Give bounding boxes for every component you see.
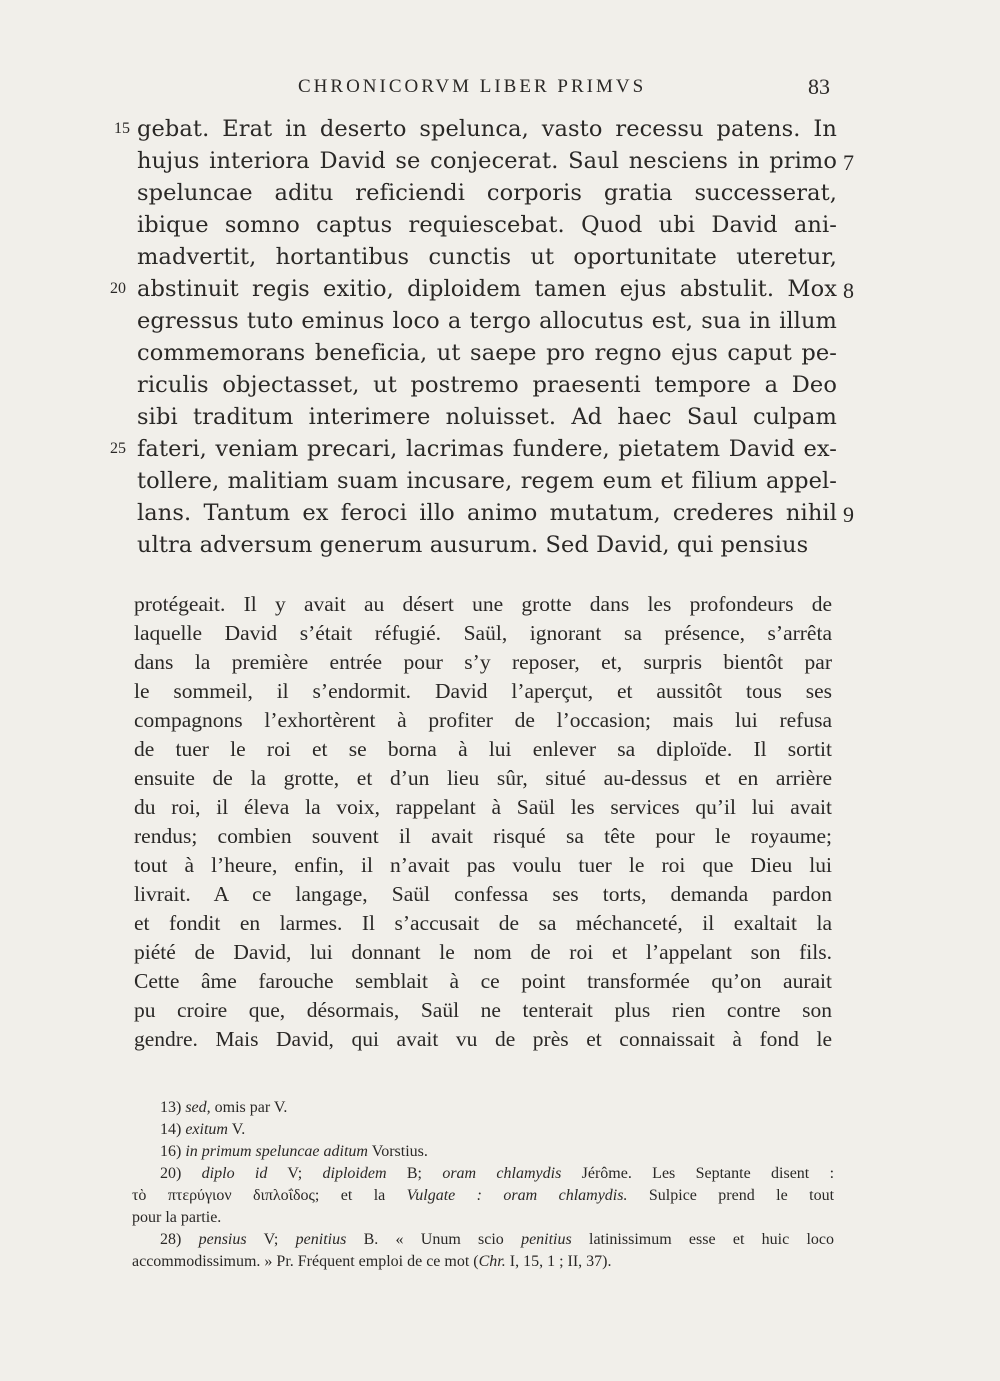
footnote-text: latinissimum esse et huic loco: [571, 1231, 835, 1248]
footnote-lemma: Vulgate : oram chlamydis.: [406, 1187, 628, 1204]
footnote-text: Vorstius.: [367, 1143, 428, 1160]
footnote-text: omis par V.: [210, 1099, 288, 1116]
footnote-lemma: penitius: [295, 1231, 347, 1248]
footnote-lemma: sed,: [185, 1099, 211, 1116]
footnote-number: 16): [160, 1143, 182, 1160]
footnote-number: 14): [160, 1121, 182, 1138]
footnote-lemma: pensius: [198, 1231, 247, 1248]
footnote-text: I, 15, 1 ; II, 37).: [505, 1253, 612, 1270]
footnote-lemma: diplo id: [201, 1165, 268, 1182]
latin-line: abstinuit regis exitio, diploidem tamen ejus abstulit. Mox: [137, 276, 837, 302]
latin-line: egressus tuto eminus loco a tergo allocutus est, sua in illum: [137, 308, 837, 334]
footnote-20: [160, 1163, 834, 1185]
footnote-text: ; et la: [314, 1187, 407, 1204]
french-line: compagnons l’exhortèrent à profiter de l’occasion; mais lui refusa: [134, 708, 832, 732]
verse-number: 9: [843, 502, 854, 527]
latin-line: commemorans beneficia, ut saepe pro regno ejus caput pe-: [137, 340, 837, 366]
french-line: le sommeil, il s’endormit. David l’aperçut, et aussitôt tous ses: [134, 679, 832, 703]
footnote-28-line-2: [132, 1251, 834, 1273]
latin-line: gebat. Erat in deserto spelunca, vasto recessu patens. In: [137, 116, 837, 142]
latin-line: madvertit, hortantibus cunctis ut oportunitate uteretur,: [137, 244, 837, 270]
french-line: et fondit en larmes. Il s’accusait de sa méchanceté, il exaltait la: [134, 911, 832, 935]
greek-quotation: τὸ πτερύγιον διπλοΐδος: [132, 1187, 315, 1204]
verse-number: 8: [843, 278, 854, 303]
footnote-lemma: exitum: [185, 1121, 228, 1138]
french-line: pu croire que, désormais, Saül ne tenterait plus rien contre son: [134, 998, 832, 1022]
french-line: protégeait. Il y avait au désert une grotte dans les profondeurs de: [134, 592, 832, 616]
footnote-lemma: penitius: [521, 1231, 572, 1248]
latin-line: fateri, veniam precari, lacrimas fundere, pietatem David ex-: [137, 436, 837, 462]
french-line: livrait. A ce langage, Saül confessa ses torts, demanda pardon: [134, 882, 832, 906]
french-line: de tuer le roi et se borna à lui enlever sa diploïde. Il sortit: [134, 737, 832, 761]
french-line: rendus; combien souvent il avait risqué sa tête pour le royaume;: [134, 824, 832, 848]
latin-line: speluncae aditu reficiendi corporis gratia successerat,: [137, 180, 837, 206]
french-line: gendre. Mais David, qui avait vu de près et connaissait à fond le: [134, 1027, 832, 1051]
footnote-14: [160, 1119, 840, 1141]
line-number: 15: [114, 120, 130, 137]
footnote-20-line-2: [132, 1185, 834, 1207]
footnote-text: V;: [267, 1165, 323, 1182]
footnote-text: accommodissimum. » Pr. Fréquent emploi de ce mot (: [132, 1253, 479, 1270]
footnote-number: 20): [160, 1165, 182, 1182]
verse-number: 7: [843, 150, 854, 175]
footnote-lemma: Chr.: [478, 1253, 506, 1270]
french-line: piété de David, lui donnant le nom de roi et l’appelant son fils.: [134, 940, 832, 964]
footnote-text: Jérôme. Les Septante disent :: [561, 1165, 835, 1182]
footnote-20-line-3: pour la partie.: [132, 1209, 222, 1226]
latin-line: hujus interiora David se conjecerat. Saul nesciens in primo: [137, 148, 837, 174]
latin-line: riculis objectasset, ut postremo praesenti tempore a Deo: [137, 372, 837, 398]
latin-line: sibi traditum interimere noluisset. Ad haec Saul culpam: [137, 404, 837, 430]
footnote-lemma: in primum speluncae aditum: [185, 1143, 368, 1160]
latin-line: ibique somno captus requiescebat. Quod ubi David ani-: [137, 212, 837, 238]
french-line: tout à l’heure, enfin, il n’avait pas voulu tuer le roi que Dieu lui: [134, 853, 832, 877]
footnote-text: Sulpice prend le tout: [627, 1187, 835, 1204]
line-number: 20: [110, 280, 126, 297]
footnote-lemma: diploidem: [322, 1165, 387, 1182]
line-number: 25: [110, 440, 126, 457]
footnote-number: 13): [160, 1099, 182, 1116]
footnote-lemma: oram chlamydis: [442, 1165, 562, 1182]
footnote-13: [160, 1097, 840, 1119]
footnote-16: [160, 1141, 840, 1163]
latin-line: lans. Tantum ex feroci illo animo mutatum, crederes nihil: [137, 500, 837, 526]
footnote-text: B. « Unum scio: [346, 1231, 522, 1248]
french-line: laquelle David s’était réfugié. Saül, ignorant sa présence, s’arrêta: [134, 621, 832, 645]
footnote-number: 28): [160, 1231, 182, 1248]
latin-line: tollere, malitiam suam incusare, regem eum et filium appel-: [137, 468, 837, 494]
footnote-text: V.: [227, 1121, 246, 1138]
french-line: Cette âme farouche semblait à ce point transformée qu’on aurait: [134, 969, 832, 993]
running-head: [0, 76, 1000, 102]
latin-line: ultra adversum generum ausurum. Sed David, qui pensius: [137, 532, 809, 558]
footnote-28: [160, 1229, 834, 1251]
running-title: CHRONICORVM LIBER PRIMVS: [298, 76, 647, 97]
french-line: du roi, il éleva la voix, rappelant à Saül les services qu’il lui avait: [134, 795, 832, 819]
french-line: ensuite de la grotte, et d’un lieu sûr, situé au-dessus et en arrière: [134, 766, 832, 790]
footnote-text: V;: [246, 1231, 296, 1248]
french-line: dans la première entrée pour s’y reposer, et, surpris bientôt par: [134, 650, 832, 674]
page-number: 83: [808, 74, 830, 99]
footnote-text: B;: [386, 1165, 443, 1182]
